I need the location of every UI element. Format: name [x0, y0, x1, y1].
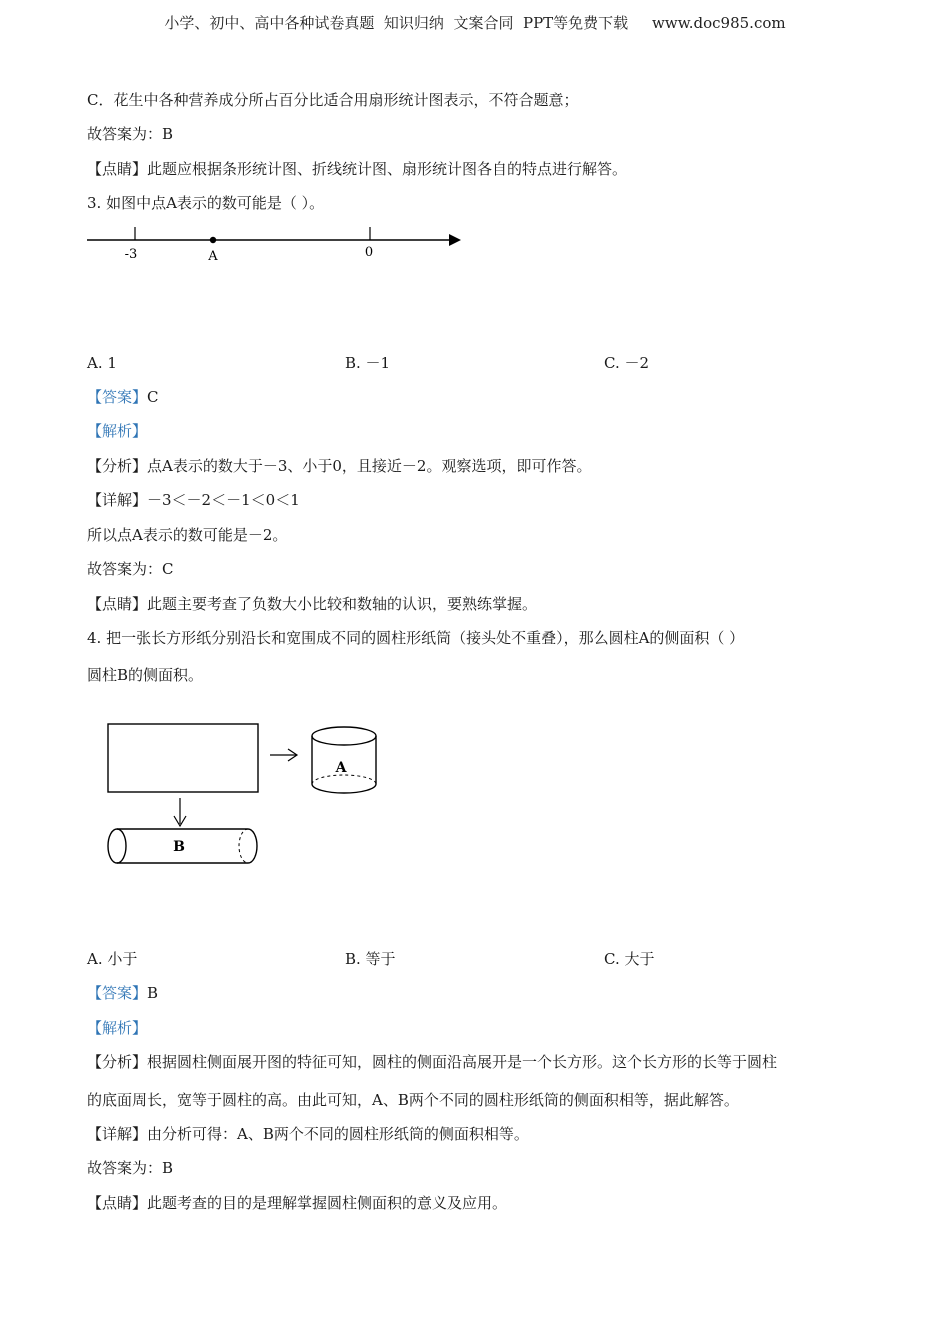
q4-answer: [87, 983, 158, 1003]
q3-option-a: A. 1: [87, 354, 117, 372]
cylinder-a-hidden-base: [312, 775, 376, 784]
number-line-arrow-icon: [449, 234, 461, 246]
comment-tag: 【点睛】: [87, 595, 148, 613]
q4-final-answer: 故答案为：B: [87, 1159, 174, 1177]
q4-analysis-tag: 【解析】: [87, 1019, 148, 1037]
tick-label-left: -3: [124, 247, 138, 262]
fenxi-text: 根据圆柱侧面展开图的特征可知，圆柱的侧面沿高展开是一个长方形。这个长方形的长等于圆柱: [147, 1053, 778, 1071]
fenxi-tag: 【分析】: [87, 1053, 148, 1071]
q4-option-c: C. 大于: [604, 950, 655, 968]
q4-option-b: B. 等于: [345, 950, 396, 968]
q3-option-b: B. －1: [345, 354, 391, 372]
q3-answer: [87, 387, 159, 407]
q4-comment: [87, 1193, 507, 1213]
q2-final-answer: 故答案为：B: [87, 125, 174, 143]
answer-tag: 【答案】: [87, 388, 148, 406]
answer-value: B: [147, 984, 159, 1002]
cylinder-b-label: B: [173, 839, 185, 855]
tick-label-right: 0: [364, 245, 374, 260]
q3-analysis-tag: 【解析】: [87, 422, 148, 440]
q3-comment: [87, 594, 537, 614]
q4-fenxi-line2: 的底面周长，宽等于圆柱的高。由此可知，A、B两个不同的圆柱形纸筒的侧面积相等，据此解答。: [87, 1091, 739, 1109]
fenxi-text: 点A表示的数大于－3、小于0，且接近－2。观察选项，即可作答。: [147, 457, 592, 475]
q3-conclusion: 所以点A表示的数可能是－2。: [87, 526, 288, 544]
xiangjie-tag: 【详解】: [87, 1125, 148, 1143]
q2-comment: [87, 159, 627, 179]
page-header: 小学、初中、高中各种试卷真题 知识归纳 文案合同 PPT等免费下载 www.doc985.com: [164, 14, 786, 32]
cylinder-b: [117, 829, 257, 863]
q3-xiangjie: [87, 490, 300, 510]
comment-text: 此题考查的目的是理解掌握圆柱侧面积的意义及应用。: [147, 1194, 508, 1212]
q3-stem: 3. 如图中点A表示的数可能是（ ）。: [87, 194, 325, 212]
fenxi-tag: 【分析】: [87, 457, 148, 475]
q3-fenxi: [87, 456, 591, 476]
q4-stem-line2: 圆柱B的侧面积。: [87, 666, 204, 684]
answer-value: C: [147, 388, 159, 406]
cylinder-a-top: [312, 727, 376, 745]
paper-rectangle: [108, 724, 258, 792]
comment-text: 此题主要考查了负数大小比较和数轴的认识，要熟练掌握。: [147, 595, 538, 613]
comment-tag: 【点睛】: [87, 160, 148, 178]
q4-cylinder-figure: [100, 716, 390, 871]
answer-tag: 【答案】: [87, 984, 148, 1002]
cylinder-b-hidden-end: [239, 829, 248, 863]
q3-final-answer: 故答案为：C: [87, 560, 174, 578]
q2-option-c-explanation: C．花生中各种营养成分所占百分比适合用扇形统计图表示，不符合题意；: [87, 91, 579, 109]
comment-text: 此题应根据条形统计图、折线统计图、扇形统计图各自的特点进行解答。: [147, 160, 628, 178]
q4-option-a: A. 小于: [87, 950, 138, 968]
q3-option-c: C. －2: [604, 354, 650, 372]
xiangjie-tag: 【详解】: [87, 491, 148, 509]
comment-tag: 【点睛】: [87, 1194, 148, 1212]
cylinder-b-left-end: [108, 829, 126, 863]
q3-number-line-figure: [85, 222, 465, 267]
point-a-label: A: [208, 249, 218, 264]
q4-xiangjie: [87, 1124, 529, 1144]
q4-stem-line1: 4. 把一张长方形纸分别沿长和宽围成不同的圆柱形纸筒（接头处不重叠），那么圆柱A的侧面积（ ）: [87, 629, 745, 647]
q4-fenxi-line1: [87, 1052, 777, 1072]
cylinder-a-label: A: [335, 760, 347, 776]
point-a-dot: [210, 237, 216, 243]
xiangjie-text: 由分析可得：A、B两个不同的圆柱形纸筒的侧面积相等。: [147, 1125, 529, 1143]
xiangjie-text: －3＜－2＜－1＜0＜1: [147, 491, 300, 509]
